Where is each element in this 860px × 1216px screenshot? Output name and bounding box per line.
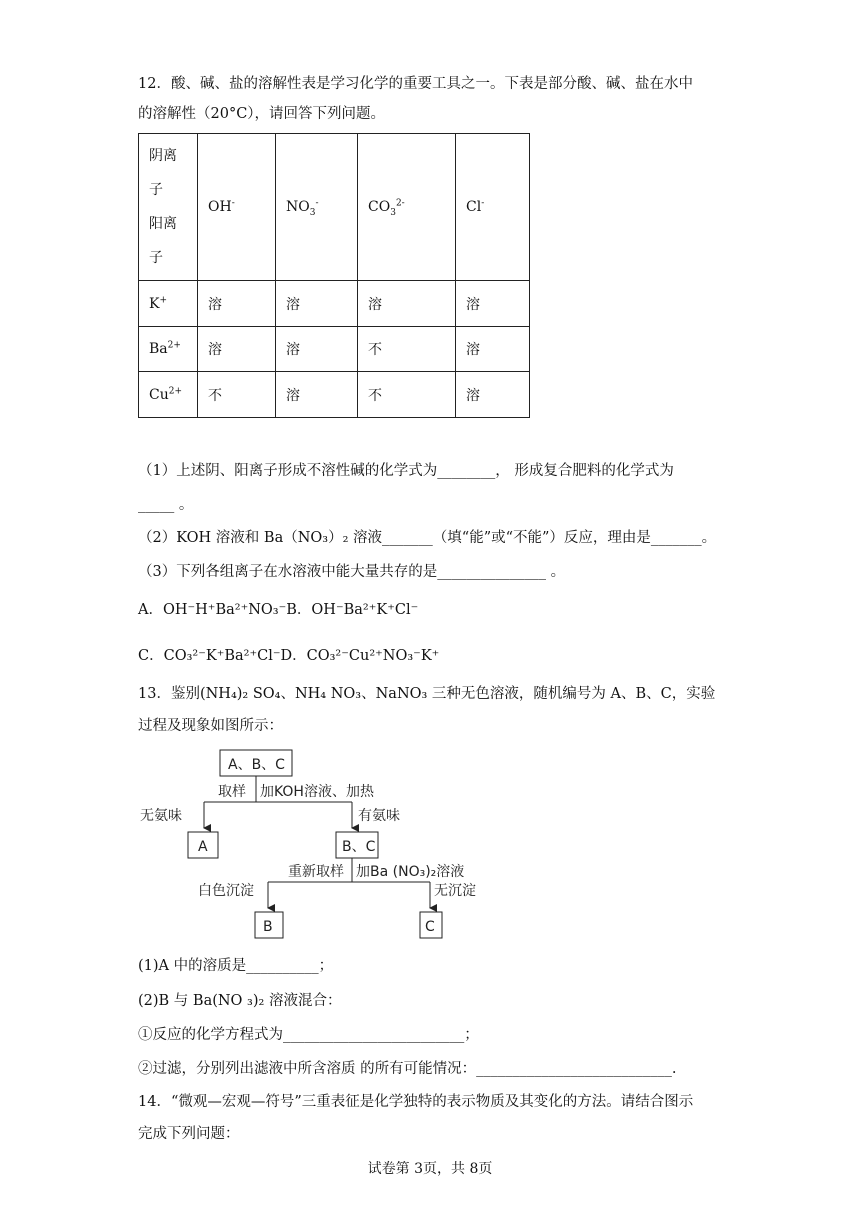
- anion-co3-header: $CO_3^{2-}$: [358, 134, 456, 281]
- corner-line: 阴离: [149, 148, 177, 164]
- table-cell: 溶: [456, 327, 530, 372]
- q13-sub3: ①反应的化学方程式为_________________________；: [138, 1027, 479, 1043]
- cation-k: K+: [139, 281, 198, 327]
- flow-box-a: A: [198, 839, 208, 855]
- q12-stem-line2: 的溶解性（20°C），请回答下列问题。: [138, 106, 386, 122]
- flow-step1-right: 加KOH溶液、加热: [260, 784, 374, 800]
- cation-cu: $Cu^{2+}$: [139, 372, 198, 418]
- option-a: A．OH⁻H⁺Ba²⁺NO₃⁻: [138, 602, 287, 618]
- flow-box-c: C: [425, 919, 435, 935]
- flow-box-b: B: [263, 919, 273, 935]
- q13-sub4: ②过滤，分别列出滤液中所含溶质 的所有可能情况：___________________________.: [138, 1061, 677, 1077]
- corner-line: 阳离: [149, 216, 177, 232]
- table-row: [139, 372, 530, 418]
- anion-no3-header: $NO_3^-$: [276, 134, 358, 281]
- table-cell: 溶: [198, 327, 276, 372]
- flow-white-ppt: 白色沉淀: [198, 883, 254, 899]
- table-cell: 溶: [276, 327, 358, 372]
- cation-ba: $Ba^{2+}$: [139, 327, 198, 372]
- table-cell: 溶: [276, 281, 358, 327]
- q14-stem-line2: 完成下列问题：: [138, 1126, 240, 1142]
- table-cell: 不: [198, 372, 276, 418]
- option-b: B．OH⁻Ba²⁺K⁺Cl⁻: [286, 602, 419, 618]
- q13-sub1: (1)A 中的溶质是__________；: [138, 958, 334, 974]
- q13-stem-line2: 过程及现象如图所示：: [138, 718, 283, 734]
- option-d: D．CO₃²⁻Cu²⁺NO₃⁻K⁺: [280, 648, 440, 664]
- q12-options-ab: [138, 600, 418, 620]
- table-cell: 不: [358, 327, 456, 372]
- table-cell: 溶: [358, 281, 456, 327]
- corner-line: 子: [149, 182, 163, 198]
- q12-part1-line2: _____ 。: [138, 497, 194, 513]
- table-cell: 溶: [456, 372, 530, 418]
- q12-part1-line1: （1）上述阴、阳离子形成不溶性碱的化学式为________， 形成复合肥料的化学式为: [138, 463, 674, 479]
- q12-part2: （2）KOH 溶液和 Ba（NO₃）₂ 溶液_______（填“能”或“不能”）反应，理由是_______。: [138, 530, 717, 546]
- q14-stem-line1: 14．“微观—宏观—符号”三重表征是化学独特的表示物质及其变化的方法。请结合图示: [138, 1094, 694, 1110]
- flow-no-smell: 无氨味: [140, 808, 182, 824]
- flow-step2-left: 重新取样: [288, 864, 344, 880]
- q12-options-cd: [138, 646, 439, 666]
- flow-box-bc: B、C: [342, 839, 376, 855]
- page-footer: 试卷第 3页，共 8页: [367, 1161, 493, 1177]
- flow-no-ppt: 无沉淀: [434, 883, 476, 899]
- table-cell: 溶: [276, 372, 358, 418]
- q12-stem-line1: 12．酸、碱、盐的溶解性表是学习化学的重要工具之一。下表是部分酸、碱、盐在水中: [138, 76, 693, 92]
- corner-line: 子: [149, 250, 163, 266]
- table-cell: 溶: [456, 281, 530, 327]
- q13-stem-line1: 13．鉴别(NH₄)₂ SO₄、NH₄ NO₃、NaNO₃ 三种无色溶液，随机编号为 A、B、C，实验: [138, 686, 716, 702]
- table-cell: 不: [358, 372, 456, 418]
- flow-top-label: A、B、C: [228, 757, 285, 773]
- q13-sub2: (2)B 与 Ba(NO ₃)₂ 溶液混合：: [138, 993, 342, 1009]
- anion-cl-header: Cl-: [456, 134, 530, 281]
- table-row: [139, 327, 530, 372]
- anion-oh-header: OH-: [198, 134, 276, 281]
- option-c: C．CO₃²⁻K⁺Ba²⁺Cl⁻: [138, 648, 281, 664]
- flow-step1-left: 取样: [218, 784, 246, 800]
- q12-part3: （3）下列各组离子在水溶液中能大量共存的是_______________ 。: [138, 564, 566, 580]
- header-corner-cell: [139, 134, 198, 281]
- table-cell: 溶: [198, 281, 276, 327]
- flow-step2-right: 加Ba (NO₃)₂溶液: [356, 864, 465, 880]
- identification-flowchart: [138, 748, 518, 948]
- table-row: [139, 281, 530, 327]
- flow-smell: 有氨味: [358, 808, 400, 824]
- solubility-table: [138, 133, 530, 418]
